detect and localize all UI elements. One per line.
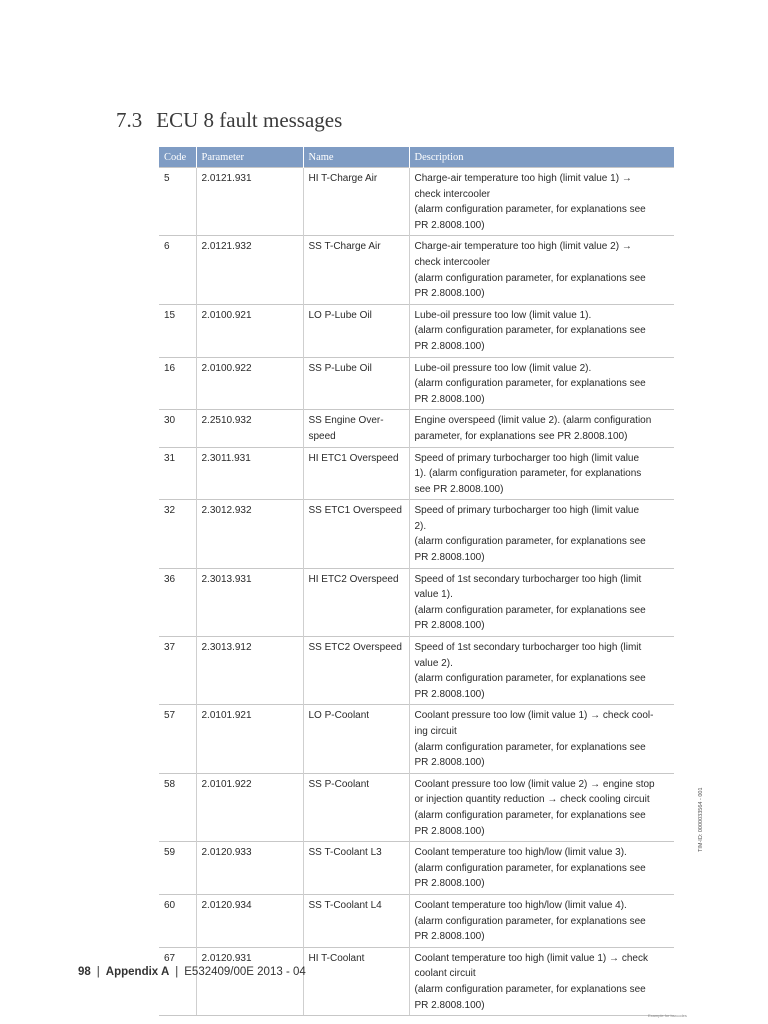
name-cell: SS ETC2 Overspeed <box>303 637 409 705</box>
code-cell: 60 <box>159 894 196 947</box>
code-cell: 36 <box>159 568 196 636</box>
description-line: (alarm configuration parameter, for explanations see <box>414 536 646 548</box>
description-line: PR 2.8008.100) <box>414 931 485 943</box>
parameter-cell: 2.0101.921 <box>196 705 303 773</box>
description-line: (alarm configuration parameter, for explanations see <box>414 204 646 216</box>
description-line: Speed of 1st secondary turbocharger too high (limit <box>414 573 642 585</box>
description-line: Speed of primary turbocharger too high (limit value <box>414 505 640 517</box>
page-footer <box>78 966 306 978</box>
description-line: Coolant pressure too low (limit value 2) → engine stop <box>414 778 655 790</box>
name-cell: SS T-Coolant L3 <box>303 842 409 895</box>
description-line: (alarm configuration parameter, for explanations see <box>414 809 646 821</box>
parameter-cell: 2.3012.932 <box>196 500 303 568</box>
appendix-label: Appendix A <box>105 966 170 978</box>
parameter-cell: 2.2510.932 <box>196 410 303 447</box>
table-row <box>159 947 674 1015</box>
description-line: coolant circuit <box>414 968 476 980</box>
code-cell: 6 <box>159 236 196 304</box>
code-cell: 67 <box>159 947 196 1015</box>
page-number: 98 <box>78 966 91 978</box>
name-cell: HI T-Coolant <box>303 947 409 1015</box>
name-cell: SS T-Coolant L4 <box>303 894 409 947</box>
parameter-cell: 2.0121.931 <box>196 168 303 236</box>
header-code: Code <box>159 147 196 168</box>
parameter-cell: 2.3013.931 <box>196 568 303 636</box>
description-cell <box>409 637 674 705</box>
name-cell: HI ETC1 Overspeed <box>303 447 409 500</box>
description-line: PR 2.8008.100) <box>414 552 485 564</box>
description-line: Speed of primary turbocharger too high (limit value <box>414 452 640 464</box>
description-line: Engine overspeed (limit value 2). (alarm configuration <box>414 415 652 427</box>
description-line: Charge-air temperature too high (limit value 2) → <box>414 241 632 253</box>
name-cell: LO P-Lube Oil <box>303 304 409 357</box>
description-cell <box>409 500 674 568</box>
table-row <box>159 568 674 636</box>
description-line: (alarm configuration parameter, for explanations see <box>414 272 646 284</box>
table-row <box>159 410 674 447</box>
description-line: see PR 2.8008.100) <box>414 483 504 495</box>
description-line: (alarm configuration parameter, for explanations see <box>414 325 646 337</box>
tim-id-label: TIM-ID: 0000033564 - 001 <box>698 787 704 852</box>
description-cell <box>409 410 674 447</box>
parameter-cell: 2.3011.931 <box>196 447 303 500</box>
description-line: 2). <box>414 520 427 532</box>
parameter-cell: 2.3013.912 <box>196 637 303 705</box>
description-line: 1). (alarm configuration parameter, for explanations <box>414 468 642 480</box>
description-line: PR 2.8008.100) <box>414 688 485 700</box>
description-line: (alarm configuration parameter, for explanations see <box>414 983 646 995</box>
description-line: Lube-oil pressure too low (limit value 2). <box>414 362 592 374</box>
table-row <box>159 705 674 773</box>
name-cell: HI T-Charge Air <box>303 168 409 236</box>
description-line: PR 2.8008.100) <box>414 340 485 352</box>
header-description: Description <box>409 147 674 168</box>
table-row <box>159 894 674 947</box>
description-line: PR 2.8008.100) <box>414 393 485 405</box>
description-cell <box>409 236 674 304</box>
table-row <box>159 357 674 410</box>
table-row <box>159 168 674 236</box>
name-cell: LO P-Coolant <box>303 705 409 773</box>
description-line: (alarm configuration parameter, for explanations see <box>414 673 646 685</box>
name-cell: SS T-Charge Air <box>303 236 409 304</box>
parameter-cell: 2.0121.932 <box>196 236 303 304</box>
code-cell: 58 <box>159 773 196 841</box>
description-line: ing circuit <box>414 726 457 737</box>
code-cell: 16 <box>159 357 196 410</box>
header-name: Name <box>303 147 409 168</box>
description-line: Speed of 1st secondary turbocharger too high (limit <box>414 642 642 654</box>
description-cell <box>409 894 674 947</box>
description-line: check intercooler <box>414 256 491 268</box>
fault-messages-table <box>159 147 674 1016</box>
name-cell: SS Engine Over-speed <box>303 410 409 447</box>
name-cell: SS P-Lube Oil <box>303 357 409 410</box>
table-row <box>159 773 674 841</box>
code-cell: 31 <box>159 447 196 500</box>
parameter-cell: 2.0100.921 <box>196 304 303 357</box>
description-line: PR 2.8008.100) <box>414 219 485 231</box>
code-cell: 30 <box>159 410 196 447</box>
parameter-cell: 2.0100.922 <box>196 357 303 410</box>
section-number: 7.3 <box>116 108 143 132</box>
table-row <box>159 447 674 500</box>
parameter-cell: 2.0101.922 <box>196 773 303 841</box>
description-line: PR 2.8008.100) <box>414 620 485 632</box>
code-cell: 59 <box>159 842 196 895</box>
description-line: Coolant temperature too high (limit value 1) → check <box>414 952 648 964</box>
description-line: Coolant temperature too high/low (limit value 3). <box>414 847 627 859</box>
description-line: PR 2.8008.100) <box>414 999 485 1011</box>
table-row <box>159 500 674 568</box>
table-row <box>159 304 674 357</box>
name-cell: HI ETC2 Overspeed <box>303 568 409 636</box>
header-parameter: Parameter <box>196 147 303 168</box>
description-line: value 2). <box>414 657 453 669</box>
barcode-note: Example for barcodes <box>648 1013 687 1018</box>
code-cell: 57 <box>159 705 196 773</box>
section-title <box>116 108 342 133</box>
description-line: value 1). <box>414 589 453 601</box>
table-row <box>159 236 674 304</box>
table-row <box>159 842 674 895</box>
description-cell <box>409 304 674 357</box>
description-line: check intercooler <box>414 188 491 200</box>
table-header-row <box>159 147 674 168</box>
description-line: PR 2.8008.100) <box>414 288 485 300</box>
description-cell <box>409 168 674 236</box>
name-cell: SS P-Coolant <box>303 773 409 841</box>
description-cell <box>409 447 674 500</box>
description-cell <box>409 357 674 410</box>
description-line: or injection quantity reduction → check cooling circuit <box>414 794 650 806</box>
description-line: (alarm configuration parameter, for explanations see <box>414 862 646 874</box>
description-line: PR 2.8008.100) <box>414 878 485 890</box>
parameter-cell: 2.0120.934 <box>196 894 303 947</box>
parameter-cell: 2.0120.931 <box>196 947 303 1015</box>
description-cell <box>409 947 674 1015</box>
description-cell <box>409 842 674 895</box>
description-line: (alarm configuration parameter, for explanations see <box>414 378 646 390</box>
description-line: Coolant temperature too high/low (limit value 4). <box>414 899 627 911</box>
description-line: (alarm configuration parameter, for explanations see <box>414 741 646 753</box>
description-line: PR 2.8008.100) <box>414 757 485 769</box>
code-cell: 5 <box>159 168 196 236</box>
description-cell <box>409 705 674 773</box>
description-line: Charge-air temperature too high (limit value 1) → <box>414 173 632 184</box>
description-line: Lube-oil pressure too low (limit value 1). <box>414 309 592 321</box>
description-cell <box>409 568 674 636</box>
description-line: (alarm configuration parameter, for explanations see <box>414 915 646 927</box>
footer-separator: | <box>175 966 179 978</box>
code-cell: 32 <box>159 500 196 568</box>
document-id: E532409/00E 2013 - 04 <box>184 966 306 978</box>
description-line: (alarm configuration parameter, for explanations see <box>414 604 646 616</box>
code-cell: 15 <box>159 304 196 357</box>
description-cell <box>409 773 674 841</box>
description-line: parameter, for explanations see PR 2.8008.100) <box>414 430 628 442</box>
code-cell: 37 <box>159 637 196 705</box>
parameter-cell: 2.0120.933 <box>196 842 303 895</box>
description-line: PR 2.8008.100) <box>414 825 485 837</box>
description-line: Coolant pressure too low (limit value 1) → check cool- <box>414 710 654 722</box>
section-heading: ECU 8 fault messages <box>156 108 343 132</box>
name-cell: SS ETC1 Overspeed <box>303 500 409 568</box>
footer-separator: | <box>96 966 100 978</box>
table-row <box>159 637 674 705</box>
